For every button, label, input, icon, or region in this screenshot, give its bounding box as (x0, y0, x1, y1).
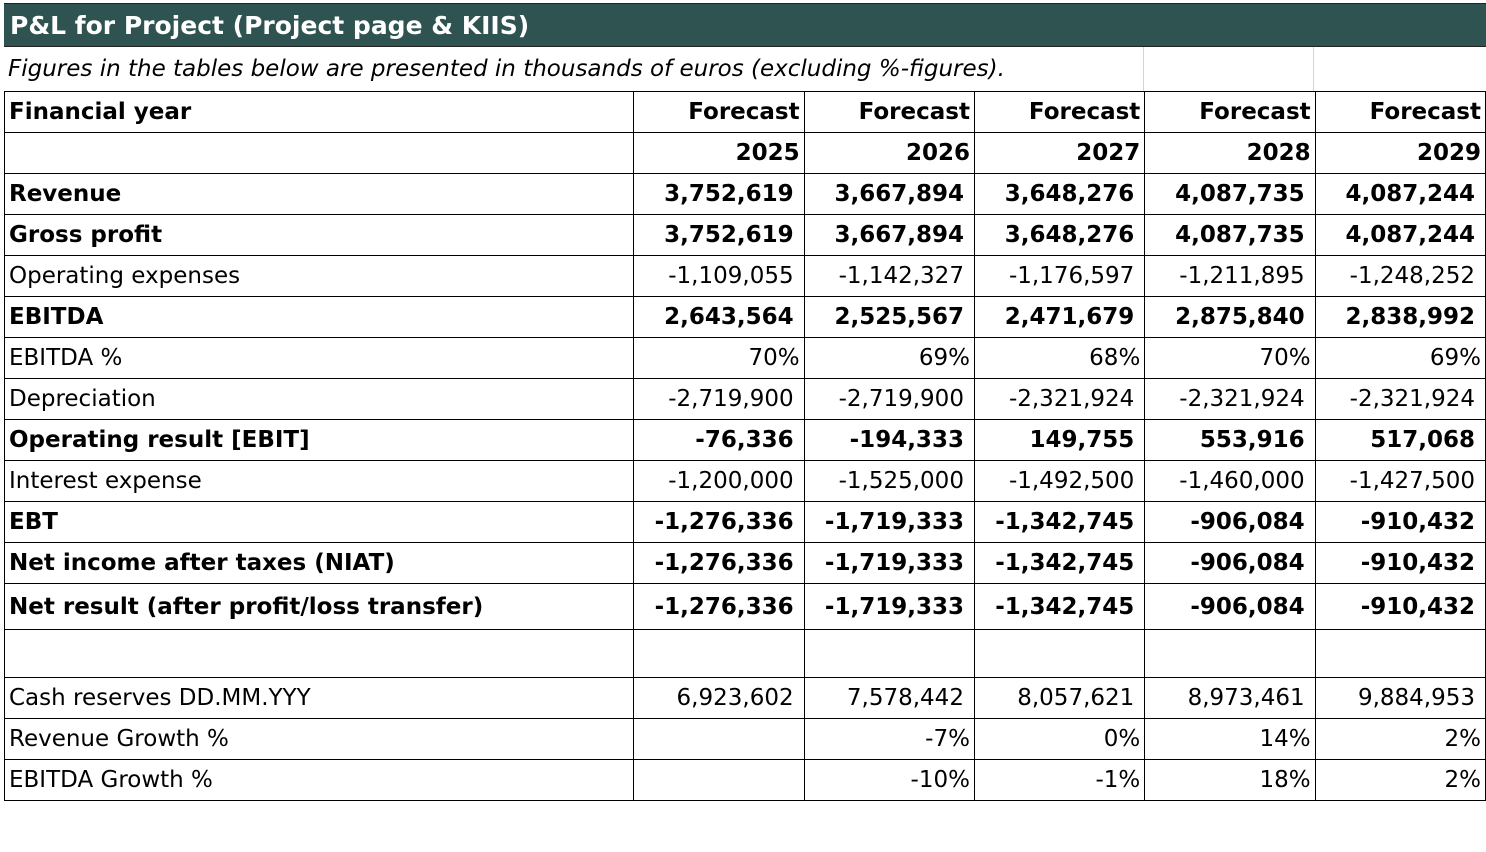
financial-year-label[interactable]: Financial year (5, 92, 634, 133)
table-row (5, 174, 1486, 215)
table-row (5, 543, 1486, 584)
value-cell[interactable]: -1,276,336 (634, 584, 804, 630)
value-cell[interactable]: 4,087,735 (1145, 174, 1315, 215)
value-cell[interactable]: -7% (804, 719, 974, 760)
value-cell[interactable]: -194,333 (804, 420, 974, 461)
row-label[interactable]: Depreciation (5, 379, 634, 420)
value-cell[interactable]: -2,719,900 (804, 379, 974, 420)
year-cell[interactable]: 2028 (1145, 133, 1315, 174)
row-label[interactable]: EBT (5, 502, 634, 543)
value-cell[interactable]: 2% (1315, 719, 1485, 760)
table-row (5, 420, 1486, 461)
row-label[interactable]: Operating result [EBIT] (5, 420, 634, 461)
value-cell[interactable]: 149,755 (974, 420, 1144, 461)
empty-cell[interactable] (1315, 630, 1485, 678)
table-row (5, 215, 1486, 256)
empty-cell[interactable] (804, 630, 974, 678)
table-row (5, 379, 1486, 420)
value-cell[interactable]: 2% (1315, 760, 1485, 801)
value-cell[interactable]: 2,838,992 (1315, 297, 1485, 338)
row-label[interactable]: Cash reserves DD.MM.YYY (5, 678, 634, 719)
value-cell[interactable]: 6,923,602 (634, 678, 804, 719)
value-cell[interactable]: -1,342,745 (974, 543, 1144, 584)
value-cell[interactable] (634, 760, 804, 801)
value-cell[interactable]: -1,427,500 (1315, 461, 1485, 502)
value-cell[interactable]: -1% (974, 760, 1144, 801)
value-cell[interactable]: -1,276,336 (634, 502, 804, 543)
value-cell[interactable]: -910,432 (1315, 584, 1485, 630)
value-cell[interactable]: 3,667,894 (804, 215, 974, 256)
value-cell[interactable]: 553,916 (1145, 420, 1315, 461)
table-row (5, 584, 1486, 630)
value-cell[interactable]: 4,087,244 (1315, 215, 1485, 256)
value-cell[interactable]: 69% (1315, 338, 1485, 379)
table-row (5, 461, 1486, 502)
value-cell[interactable]: 69% (804, 338, 974, 379)
value-cell[interactable]: 3,648,276 (974, 174, 1144, 215)
row-label[interactable]: EBITDA Growth % (5, 760, 634, 801)
forecast-label[interactable]: Forecast (1145, 92, 1315, 133)
value-cell[interactable]: -1,492,500 (974, 461, 1144, 502)
sheet-title[interactable]: P&L for Project (Project page & KIIS) (4, 3, 1486, 47)
value-cell[interactable]: 8,057,621 (974, 678, 1144, 719)
value-cell[interactable]: -1,176,597 (974, 256, 1144, 297)
empty-cell[interactable] (5, 133, 634, 174)
year-cell[interactable]: 2026 (804, 133, 974, 174)
value-cell[interactable]: 4,087,735 (1145, 215, 1315, 256)
empty-cell[interactable] (1145, 630, 1315, 678)
value-cell[interactable]: 0% (974, 719, 1144, 760)
value-cell[interactable]: 3,648,276 (974, 215, 1144, 256)
value-cell[interactable]: 3,752,619 (634, 174, 804, 215)
value-cell[interactable]: -1,342,745 (974, 584, 1144, 630)
empty-cell[interactable] (974, 630, 1144, 678)
value-cell[interactable]: 2,471,679 (974, 297, 1144, 338)
units-note[interactable]: Figures in the tables below are presented in thousands of euros (excluding %-figures). (8, 56, 1005, 82)
value-cell[interactable]: -910,432 (1315, 543, 1485, 584)
year-cell[interactable]: 2029 (1315, 133, 1485, 174)
value-cell[interactable]: -2,719,900 (634, 379, 804, 420)
value-cell[interactable]: -2,321,924 (974, 379, 1144, 420)
row-label[interactable]: EBITDA (5, 297, 634, 338)
value-cell[interactable]: -906,084 (1145, 502, 1315, 543)
pl-table (4, 91, 1486, 801)
value-cell[interactable]: -1,525,000 (804, 461, 974, 502)
value-cell[interactable]: -10% (804, 760, 974, 801)
row-label[interactable]: Gross profit (5, 215, 634, 256)
value-cell[interactable]: -906,084 (1145, 584, 1315, 630)
row-label[interactable]: EBITDA % (5, 338, 634, 379)
value-cell[interactable]: -2,321,924 (1145, 379, 1315, 420)
gridline (1143, 47, 1144, 91)
header-row-forecast (5, 92, 1486, 133)
value-cell[interactable]: -1,719,333 (804, 584, 974, 630)
value-cell[interactable]: -1,211,895 (1145, 256, 1315, 297)
table-row (5, 502, 1486, 543)
row-label[interactable]: Operating expenses (5, 256, 634, 297)
gridline (1313, 47, 1314, 91)
value-cell[interactable]: 4,087,244 (1315, 174, 1485, 215)
value-cell[interactable]: 2,643,564 (634, 297, 804, 338)
value-cell[interactable]: 3,667,894 (804, 174, 974, 215)
row-label[interactable]: Net income after taxes (NIAT) (5, 543, 634, 584)
value-cell[interactable]: 9,884,953 (1315, 678, 1485, 719)
year-cell[interactable]: 2027 (974, 133, 1144, 174)
forecast-label[interactable]: Forecast (974, 92, 1144, 133)
value-cell[interactable]: 7,578,442 (804, 678, 974, 719)
value-cell[interactable]: -1,142,327 (804, 256, 974, 297)
table-row (5, 338, 1486, 379)
row-label[interactable]: Interest expense (5, 461, 634, 502)
empty-cell[interactable] (5, 630, 634, 678)
table-row (5, 760, 1486, 801)
value-cell[interactable]: -1,109,055 (634, 256, 804, 297)
value-cell[interactable]: 517,068 (1315, 420, 1485, 461)
year-cell[interactable]: 2025 (634, 133, 804, 174)
header-row-years (5, 133, 1486, 174)
value-cell[interactable]: 70% (1145, 338, 1315, 379)
value-cell[interactable]: 3,752,619 (634, 215, 804, 256)
value-cell[interactable]: -2,321,924 (1315, 379, 1485, 420)
value-cell[interactable]: 2,525,567 (804, 297, 974, 338)
table-row (5, 297, 1486, 338)
forecast-label[interactable]: Forecast (1315, 92, 1485, 133)
value-cell[interactable]: -906,084 (1145, 543, 1315, 584)
value-cell[interactable]: 70% (634, 338, 804, 379)
value-cell[interactable] (634, 719, 804, 760)
empty-cell[interactable] (634, 630, 804, 678)
value-cell[interactable]: -1,342,745 (974, 502, 1144, 543)
table-row (5, 719, 1486, 760)
row-label[interactable]: Net result (after profit/loss transfer) (5, 584, 634, 630)
value-cell[interactable]: 14% (1145, 719, 1315, 760)
value-cell[interactable]: -1,719,333 (804, 502, 974, 543)
value-cell[interactable]: 2,875,840 (1145, 297, 1315, 338)
value-cell[interactable]: -910,432 (1315, 502, 1485, 543)
value-cell[interactable]: -1,460,000 (1145, 461, 1315, 502)
value-cell[interactable]: -76,336 (634, 420, 804, 461)
forecast-label[interactable]: Forecast (634, 92, 804, 133)
row-label[interactable]: Revenue (5, 174, 634, 215)
empty-row (5, 630, 1486, 678)
table-row (5, 678, 1486, 719)
table-row (5, 256, 1486, 297)
value-cell[interactable]: -1,200,000 (634, 461, 804, 502)
value-cell[interactable]: 8,973,461 (1145, 678, 1315, 719)
value-cell[interactable]: -1,719,333 (804, 543, 974, 584)
forecast-label[interactable]: Forecast (804, 92, 974, 133)
value-cell[interactable]: 68% (974, 338, 1144, 379)
value-cell[interactable]: -1,276,336 (634, 543, 804, 584)
value-cell[interactable]: 18% (1145, 760, 1315, 801)
row-label[interactable]: Revenue Growth % (5, 719, 634, 760)
value-cell[interactable]: -1,248,252 (1315, 256, 1485, 297)
